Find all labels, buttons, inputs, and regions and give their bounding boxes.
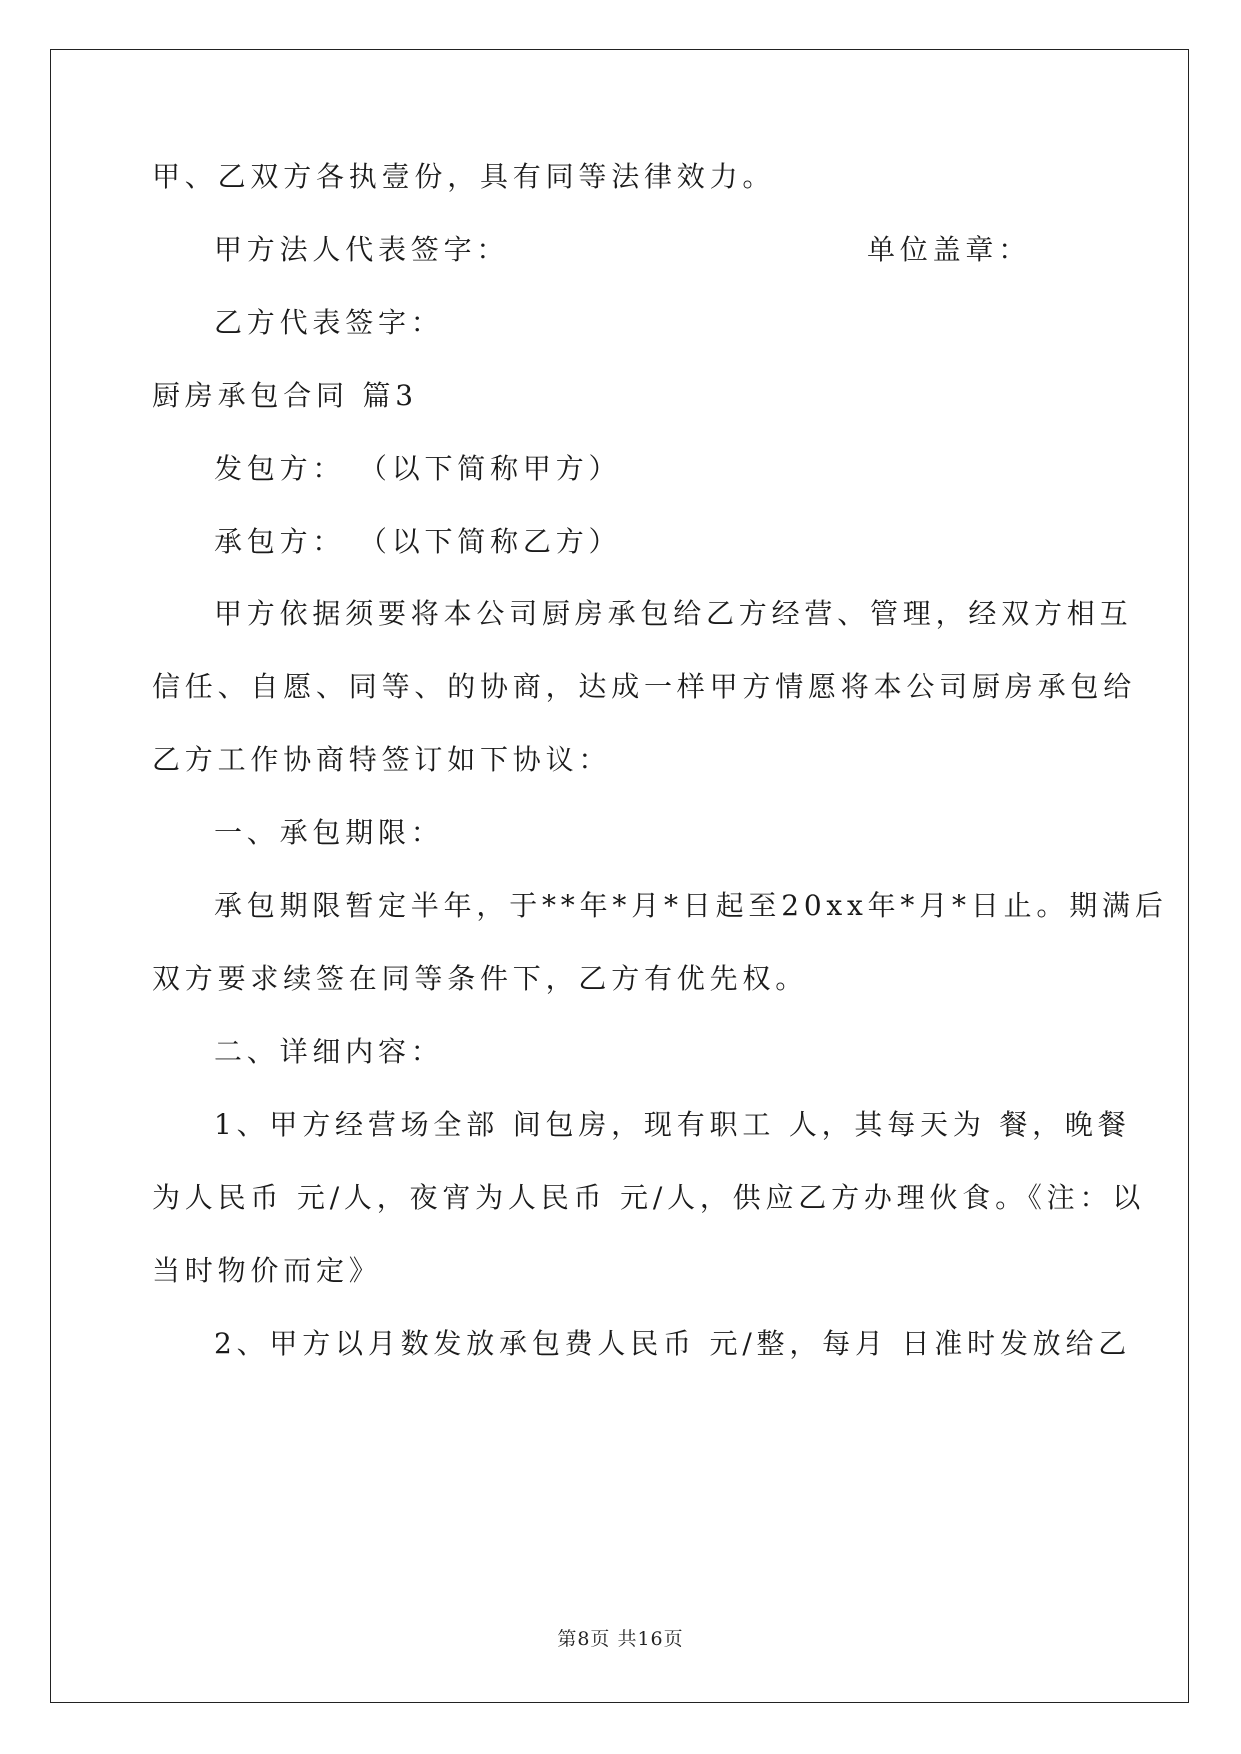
- text-line: 甲、乙双方各执壹份，具有同等法律效力。: [152, 160, 776, 193]
- party-a-signature-label: 甲方法人代表签字：: [214, 233, 510, 266]
- party-b-signature-label: 乙方代表签字：: [214, 306, 444, 339]
- text-line: 甲方依据须要将本公司厨房承包给乙方经营、管理，经双方相互: [214, 597, 1133, 630]
- text-line: 为人民币 元/人，夜宵为人民币 元/人，供应乙方办理伙食。《注：以: [152, 1181, 1146, 1214]
- clause-heading: 二、详细内容：: [214, 1035, 444, 1068]
- text-line: 信任、自愿、同等、的协商，达成一样甲方情愿将本公司厨房承包给: [152, 670, 1137, 703]
- text-line: 2、甲方以月数发放承包费人民币 元/整，每月 日准时发放给乙: [214, 1327, 1132, 1360]
- text-line: 乙方工作协商特签订如下协议：: [152, 743, 612, 776]
- clause-heading: 一、承包期限：: [214, 816, 444, 849]
- text-line: 发包方： （以下简称甲方）: [214, 452, 622, 485]
- page-number: 第8页 共16页: [557, 1628, 684, 1650]
- section-title: 厨房承包合同 篇3: [152, 379, 418, 412]
- text-line: 承包方： （以下简称乙方）: [214, 525, 622, 558]
- text-line: 双方要求续签在同等条件下，乙方有优先权。: [152, 962, 809, 995]
- text-line: 1、甲方经营场全部 间包房，现有职工 人，其每天为 餐，晚餐: [214, 1108, 1131, 1141]
- text-line: 当时物价而定》: [152, 1254, 382, 1287]
- seal-label: 单位盖章：: [867, 233, 1032, 266]
- page-border: [50, 49, 1189, 1703]
- text-line: 承包期限暂定半年，于**年*月*日起至20xx年*月*日止。期满后: [214, 889, 1168, 922]
